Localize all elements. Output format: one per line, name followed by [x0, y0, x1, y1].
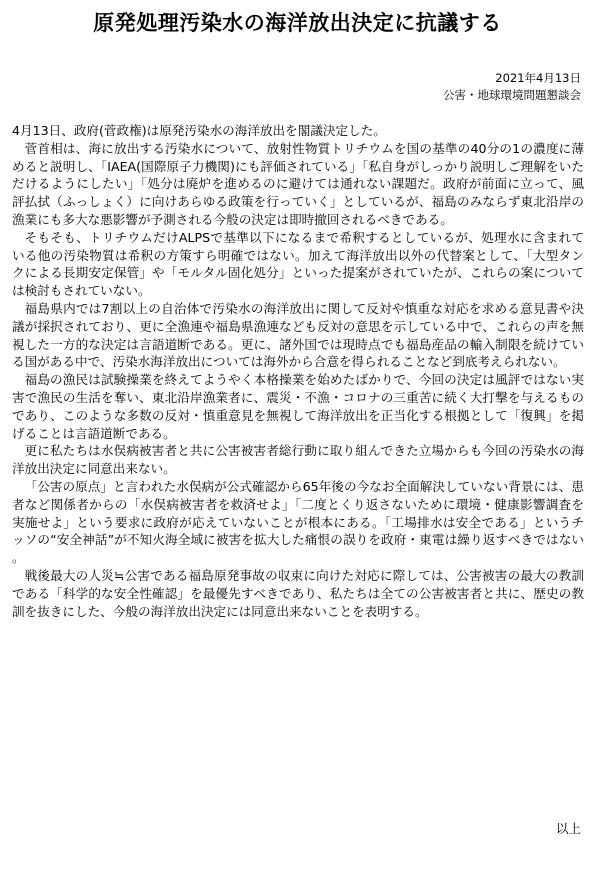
paragraph-1: 4月13日、政府(菅政権)は原発汚染水の海洋放出を閣議決定した。 — [12, 123, 386, 138]
document-body — [12, 122, 584, 620]
paragraph-3: そもそも、トリチウムだけALPSで基準以下になるまで希釈するとしているが、処理水に含まれている他の汚染物質は希釈の方策すら明確ではない。加えて海洋放出以外の代替案として、「大型タンクによる長期安定保管」や「モルタル固化処分」といった提案がされていたが、これらの案については検討もされていない。 — [12, 229, 584, 299]
paragraph-4: 福島県内では7割以上の自治体で汚染水の海洋放出に関して反対や慎重な対応を求める意見書や決議が採択されており、更に全漁連や福島県漁連なども反対の意思を示している中で、これらの声を無視した一方的な決定は言語道断である。更に、諸外国では現時点でも福島産品の輸入制限を続けている国がある中で、汚染水海洋放出については海外から合意を得られることなど到底考えられない。 — [12, 300, 584, 370]
paragraph-7: 「公害の原点」と言われた水俣病が公式確認から65年後の今なお全面解決していない背景には、患者など関係者からの「水俣病被害者を救済せよ」「二度とくり返さないために環境・健康影響調査を実施せよ」という要求に政府が応えていないことが根本にある。「工場排水は安全である」というチッソの“安全神話”が不知火海全域に被害を拡大した痛恨の誤りを政府・東電は繰り返すべきではない。 — [12, 478, 584, 566]
document-meta — [443, 70, 581, 104]
closing-remark: 以上 — [555, 821, 581, 836]
document-organization: 公害・地球環境問題懇談会 — [443, 88, 581, 102]
paragraph-8: 戦後最大の人災≒公害である福島原発事故の収束に向けた対応に際しては、公害被害の最大の教訓である「科学的な安全性確認」を最優先すべきであり、私たちは全ての公害被害者と共に、歴史の教訓を抜きにした、今般の海洋放出決定には同意出来ないことを表明する。 — [12, 567, 584, 619]
paragraph-2: 菅首相は、海に放出する汚染水について、放射性物質トリチウムを国の基準の40分の1の濃度に薄めると説明し、「IAEA(国際原子力機関)にも評価されている」「私自身がしっかり説明しご理解をいただけるようにしたい」「処分は廃炉を進めるのに避けては通れない課題だ。政府が前面に立って、風評払拭（ふっしょく）に向けあらゆる政策を行っていく」としているが、福島のみならず東北沿岸の漁業にも多大な悪影響が予測される今般の決定は即時撤回されるべきである。 — [12, 140, 584, 227]
paragraph-5: 福島の漁民は試験操業を終えてようやく本格操業を始めたばかりで、今回の決定は風評ではない実害で漁民の生活を奪い、東北沿岸漁業者に、震災・不漁・コロナの三重苦に続く大打撃を与えるものであり、このような多数の反対・慎重意見を無視して海洋放出を正当化する根拠として「復興」を掲げることは言語道断である。 — [12, 372, 584, 441]
paragraph-6: 更に私たちは水俣病被害者と共に公害被害者総行動に取り組んできた立場からも今回の汚染水の海洋放出決定に同意出来ない。 — [12, 443, 584, 477]
document-title: 原発処理汚染水の海洋放出決定に抗議する — [93, 10, 502, 35]
document-date: 2021年4月13日 — [495, 71, 581, 85]
